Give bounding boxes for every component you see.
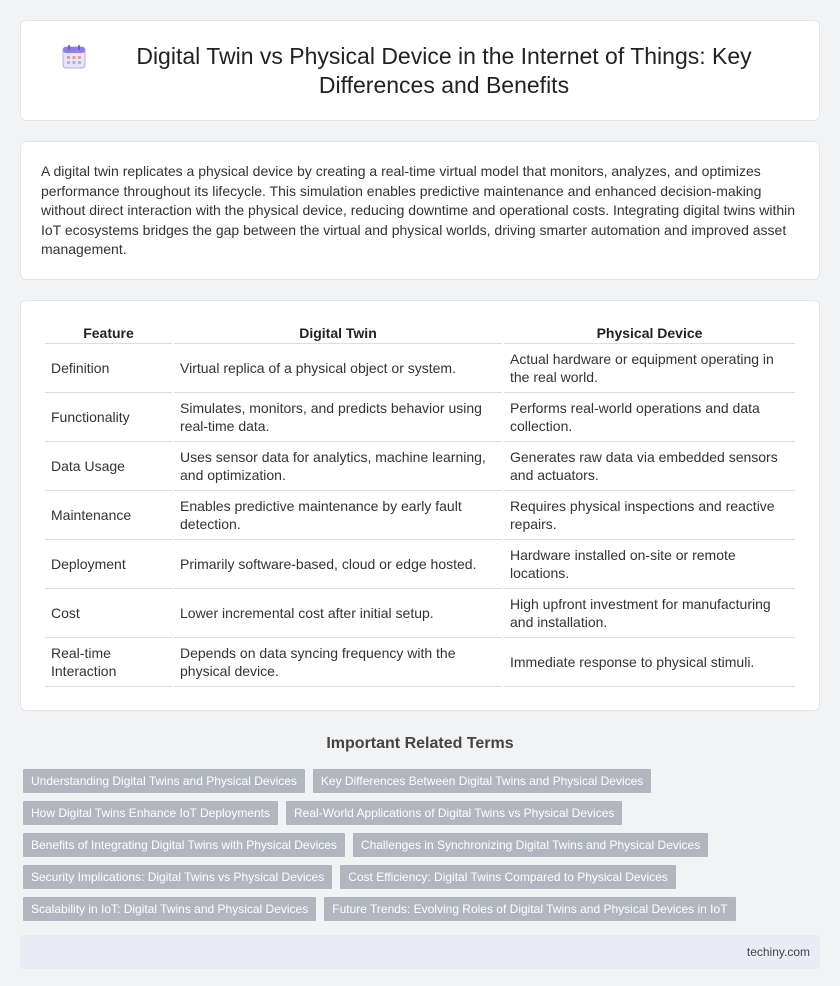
footer-site-name[interactable]: techiny.com [746,945,810,959]
table-cell-physical-device: Immediate response to physical stimuli. [504,638,795,687]
related-term-tag[interactable]: Cost Efficiency: Digital Twins Compared to Physical Devices [340,865,676,889]
related-term-tag[interactable]: Benefits of Integrating Digital Twins with Physical Devices [23,833,345,857]
table-cell-feature: Deployment [45,540,172,589]
table-cell-physical-device: Requires physical inspections and reactive repairs. [504,491,795,540]
table-cell-physical-device: Generates raw data via embedded sensors and actuators. [504,442,795,491]
table-cell-physical-device: Performs real-world operations and data collection. [504,393,795,442]
comparison-card [20,300,820,711]
table-cell-digital-twin: Lower incremental cost after initial setup. [174,589,502,638]
related-terms-list [23,769,820,921]
comparison-table [43,321,797,687]
table-cell-digital-twin: Uses sensor data for analytics, machine learning, and optimization. [174,442,502,491]
intro-paragraph: A digital twin replicates a physical device by creating a real-time virtual model that monitors, analyzes, and optimizes performance throughout its lifecycle. This simulation enables predictive maintenance and enhanced decision-making without direct interaction with the physical device, reducing downtime and operational costs. Integrating digital twins within IoT ecosystems bridges the gap between the virtual and physical worlds, driving smarter automation and improved asset management. [41,163,796,257]
related-term-tag[interactable]: Understanding Digital Twins and Physical Devices [23,769,305,793]
calendar-grid-icon [61,44,87,70]
table-cell-feature: Real-time Interaction [45,638,172,687]
related-term-tag[interactable]: Challenges in Synchronizing Digital Twins and Physical Devices [353,833,708,857]
table-cell-feature: Cost [45,589,172,638]
table-row [45,638,795,687]
related-term-tag[interactable]: How Digital Twins Enhance IoT Deployments [23,801,278,825]
intro-card [20,141,820,280]
table-row [45,344,795,393]
table-row [45,442,795,491]
column-header-feature: Feature [45,321,172,344]
related-term-tag[interactable]: Key Differences Between Digital Twins and Physical Devices [313,769,651,793]
related-term-tag[interactable]: Real-World Applications of Digital Twins vs Physical Devices [286,801,622,825]
table-cell-physical-device: High upfront investment for manufacturing and installation. [504,589,795,638]
table-row [45,491,795,540]
related-term-tag[interactable]: Future Trends: Evolving Roles of Digital Twins and Physical Devices in IoT [324,897,735,921]
table-row [45,393,795,442]
table-cell-feature: Maintenance [45,491,172,540]
table-cell-digital-twin: Primarily software-based, cloud or edge hosted. [174,540,502,589]
table-cell-digital-twin: Depends on data syncing frequency with the physical device. [174,638,502,687]
table-cell-physical-device: Hardware installed on-site or remote locations. [504,540,795,589]
table-cell-feature: Functionality [45,393,172,442]
column-header-physical-device: Physical Device [504,321,795,344]
table-cell-physical-device: Actual hardware or equipment operating in the real world. [504,344,795,393]
table-cell-digital-twin: Simulates, monitors, and predicts behavior using real-time data. [174,393,502,442]
table-row [45,589,795,638]
page-title: Digital Twin vs Physical Device in the Internet of Things: Key Differences and Benefits [136,42,752,98]
footer [20,935,820,969]
header-card [20,20,820,121]
table-row [45,540,795,589]
table-cell-feature: Data Usage [45,442,172,491]
column-header-digital-twin: Digital Twin [174,321,502,344]
header [61,42,779,100]
related-terms-title: Important Related Terms [326,735,514,752]
table-cell-digital-twin: Virtual replica of a physical object or system. [174,344,502,393]
related-term-tag[interactable]: Scalability in IoT: Digital Twins and Physical Devices [23,897,316,921]
related-term-tag[interactable]: Security Implications: Digital Twins vs Physical Devices [23,865,332,889]
table-header-row [45,321,795,344]
table-cell-digital-twin: Enables predictive maintenance by early fault detection. [174,491,502,540]
table-cell-feature: Definition [45,344,172,393]
